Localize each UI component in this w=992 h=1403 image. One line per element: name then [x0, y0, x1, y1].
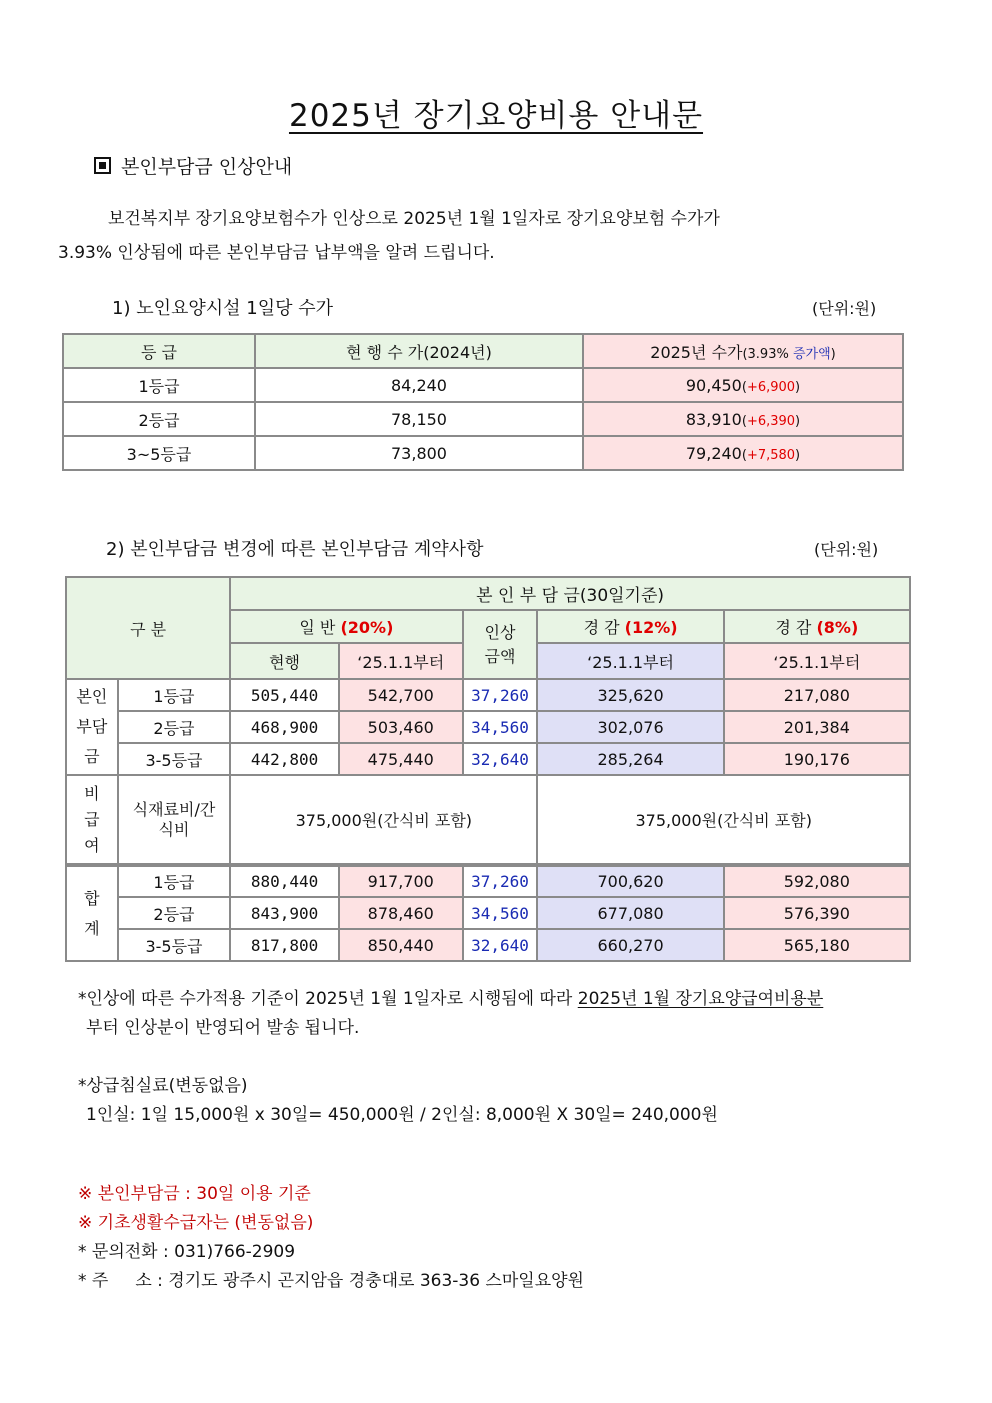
new-fee-cell: 83,910(+6,390) — [583, 402, 903, 436]
page-title: 2025년 장기요양비용 안내문 — [288, 98, 704, 134]
intro-line-1: 보건복지부 장기요양보험수가 인상으로 2025년 1월 1일자로 장기요양보험 수가가 — [108, 209, 720, 229]
contact-phone: * 문의전화 : 031)766-2909 — [78, 1242, 296, 1262]
sub-from-general: ‘25.1.1부터 — [339, 643, 463, 679]
col-reduced-8: 경 감 (8%) — [724, 610, 910, 643]
table-row: 2등급 843,900 878,460 34,560 677,080 576,390 — [66, 897, 910, 929]
sub-from-reduced-12: ‘25.1.1부터 — [537, 643, 723, 679]
sub-from-reduced-8: ‘25.1.1부터 — [724, 643, 910, 679]
current-fee-cell: 73,800 — [255, 436, 583, 470]
meal-label: 식재료비/간 식비 — [118, 775, 230, 865]
group-nonpay: 비 급 여 — [66, 775, 118, 865]
section-heading: 본인부담금 인상안내 — [94, 152, 292, 179]
note-apply-date-2: 부터 인상분이 반영되어 발송 됩니다. — [86, 1018, 360, 1038]
note-room-title: *상급침실료(변동없음) — [78, 1076, 248, 1096]
col-raise-amount: 인상 금액 — [463, 610, 538, 679]
new-fee-cell: 79,240(+7,580) — [583, 436, 903, 470]
table1-heading: 1) 노인요양시설 1일당 수가 — [112, 298, 333, 319]
copay-table — [65, 576, 911, 962]
table-row — [63, 402, 903, 436]
current-fee-cell: 78,150 — [255, 402, 583, 436]
meal-reduced: 375,000원(간식비 포함) — [537, 775, 910, 865]
note-room-fees: 1인실: 1일 15,000원 x 30일= 450,000원 / 2인실: 8,000원 X 30일= 240,000원 — [86, 1105, 718, 1125]
col-reduced-12: 경 감 (12%) — [537, 610, 723, 643]
table-row: 3-5등급 817,800 850,440 32,640 660,270 565,180 — [66, 929, 910, 961]
meal-general: 375,000원(간식비 포함) — [230, 775, 537, 865]
note-basic-recipient: ※ 기초생활수급자는 (변동없음) — [78, 1213, 314, 1233]
table-row: 3-5등급 442,800 475,440 32,640 285,264 190,176 — [66, 743, 910, 775]
contact-address: * 주 소 : 경기도 광주시 곤지암읍 경충대로 363-36 스마일요양원 — [78, 1271, 584, 1291]
sub-current: 현행 — [230, 643, 339, 679]
col-current-fee: 현 행 수 가(2024년) — [255, 334, 583, 368]
col-grade: 등 급 — [63, 334, 255, 368]
col-copay-header: 본 인 부 담 금(30일기준) — [230, 577, 910, 610]
table-row — [63, 436, 903, 470]
intro-line-2: 3.93% 인상됨에 따른 본인부담금 납부액을 알려 드립니다. — [58, 243, 495, 263]
note-copay-basis: ※ 본인부담금 : 30일 이용 기준 — [78, 1184, 311, 1204]
current-fee-cell: 84,240 — [255, 368, 583, 402]
group-total: 합 계 — [66, 865, 118, 961]
grade-cell: 3~5등급 — [63, 436, 255, 470]
fee-table-header — [63, 334, 903, 368]
table1-unit: (단위:원) — [812, 299, 877, 318]
table2-heading: 2) 본인부담금 변경에 따른 본인부담금 계약사항 — [106, 539, 484, 560]
col-new-fee: 2025년 수가(3.93% 증가액) — [583, 334, 903, 368]
group-copay: 본인 부담 금 — [66, 679, 118, 775]
table2-unit: (단위:원) — [814, 540, 879, 559]
new-fee-cell: 90,450(+6,900) — [583, 368, 903, 402]
table-row: 2등급 468,900 503,460 34,560 302,076 201,384 — [66, 711, 910, 743]
note-apply-date: *인상에 따른 수가적용 기준이 2025년 1월 1일자로 시행됨에 따라 2025년 1월 장기요양급여비용분 — [78, 989, 824, 1009]
col-category: 구 분 — [66, 577, 230, 679]
col-general: 일 반 (20%) — [230, 610, 462, 643]
table-row — [66, 775, 910, 865]
square-bullet-icon — [94, 157, 111, 174]
grade-cell: 1등급 — [63, 368, 255, 402]
grade-cell: 2등급 — [63, 402, 255, 436]
fee-table — [62, 333, 904, 471]
table-row: 본인 부담 금 1등급 505,440 542,700 37,260 325,620 217,080 — [66, 679, 910, 711]
table-row: 합 계 1등급 880,440 917,700 37,260 700,620 592,080 — [66, 865, 910, 897]
table-row — [63, 368, 903, 402]
